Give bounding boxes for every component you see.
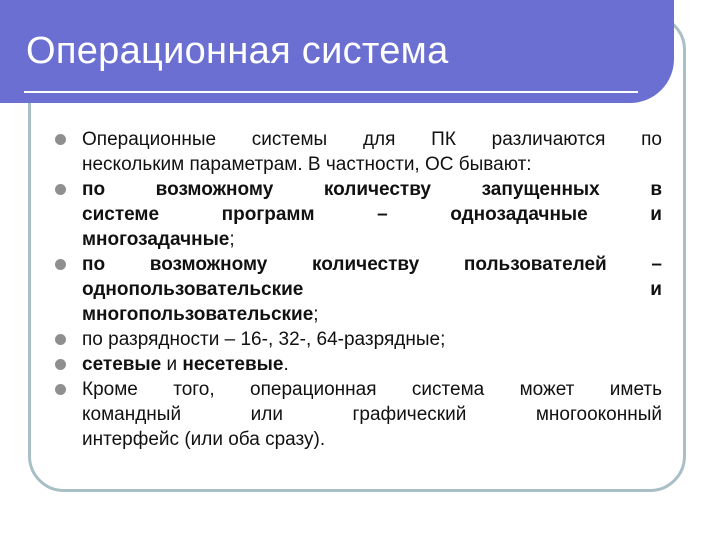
list-item bbox=[52, 352, 662, 377]
bullet-line: командный или графический многооконный bbox=[82, 404, 662, 425]
bullet-bold-text: многопользовательские bbox=[82, 304, 314, 325]
bullet-dot-icon bbox=[55, 334, 66, 345]
bullet-line: по разрядности – 16-, 32-, 64-разрядные; bbox=[82, 329, 446, 350]
list-item bbox=[52, 327, 662, 352]
bullet-punctuation: . bbox=[283, 354, 289, 375]
bullet-dot-icon bbox=[55, 259, 66, 270]
bullet-bold-text: сетевые bbox=[82, 354, 162, 375]
bullet-dot-icon bbox=[55, 359, 66, 370]
bullet-bold-text: системе программ – однозадачные и bbox=[82, 204, 662, 225]
bullet-line: Операционные системы для ПК различаются по bbox=[82, 129, 662, 150]
bullet-bold-text: по возможному количеству запущенных в bbox=[82, 179, 662, 200]
bullet-punctuation: ; bbox=[313, 304, 319, 325]
bullet-list bbox=[52, 127, 662, 452]
bullet-dot-icon bbox=[55, 384, 66, 395]
bullet-text: и bbox=[161, 354, 183, 375]
bullet-line: нескольким параметрам. В частности, ОС бывают: bbox=[82, 154, 532, 175]
list-item bbox=[52, 377, 662, 452]
bullet-bold-text: несетевые bbox=[182, 354, 284, 375]
list-item bbox=[52, 252, 662, 327]
bullet-line: Кроме того, операционная система может иметь bbox=[82, 379, 662, 400]
bullet-dot-icon bbox=[55, 134, 66, 145]
bullet-line: интерфейс (или оба сразу). bbox=[82, 429, 326, 450]
bullet-bold-text: однопользовательские и bbox=[82, 279, 662, 300]
title-underline bbox=[24, 91, 638, 93]
bullet-punctuation: ; bbox=[229, 229, 235, 250]
bullet-bold-text: многозадачные bbox=[82, 229, 230, 250]
slide-title: Операционная система bbox=[26, 30, 449, 72]
list-item bbox=[52, 127, 662, 177]
bullet-bold-text: по возможному количеству пользователей – bbox=[82, 254, 662, 275]
title-bar bbox=[0, 0, 674, 103]
bullet-dot-icon bbox=[55, 184, 66, 195]
list-item bbox=[52, 177, 662, 252]
